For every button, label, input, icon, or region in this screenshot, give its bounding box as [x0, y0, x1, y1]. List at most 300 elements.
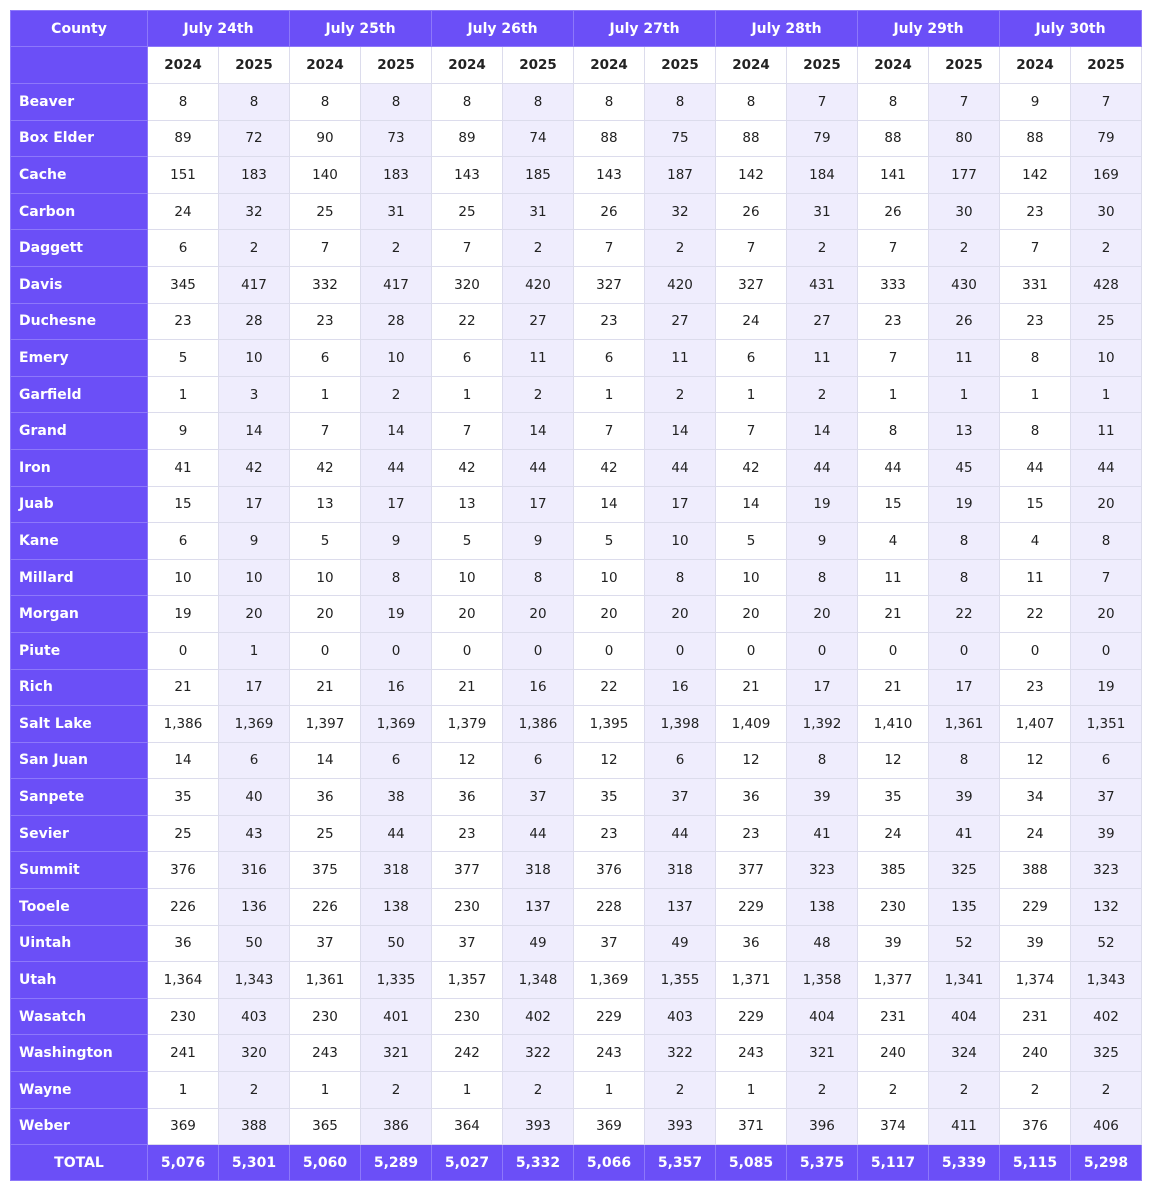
table-cell: 2 — [503, 230, 574, 267]
year-header-row — [11, 47, 1142, 84]
table-row — [11, 706, 1142, 743]
table-cell: 31 — [503, 193, 574, 230]
year-header-2025: 2025 — [219, 47, 290, 84]
table-cell: 44 — [1000, 449, 1071, 486]
table-cell: 13 — [929, 413, 1000, 450]
table-cell: 2 — [219, 230, 290, 267]
table-cell: 39 — [858, 925, 929, 962]
table-cell: 8 — [1000, 413, 1071, 450]
total-label: TOTAL — [11, 1145, 148, 1181]
table-cell: 5 — [290, 523, 361, 560]
table-cell: 6 — [645, 742, 716, 779]
table-cell: 1,348 — [503, 962, 574, 999]
table-cell: 4 — [1000, 523, 1071, 560]
table-cell: 13 — [290, 486, 361, 523]
table-cell: 1 — [290, 376, 361, 413]
table-cell: 365 — [290, 1108, 361, 1145]
table-cell: 20 — [574, 596, 645, 633]
table-cell: 1 — [1000, 376, 1071, 413]
table-cell: 377 — [716, 852, 787, 889]
table-cell: 2 — [645, 230, 716, 267]
table-cell: 323 — [1071, 852, 1142, 889]
table-row — [11, 376, 1142, 413]
table-cell: 21 — [858, 669, 929, 706]
table-cell: 371 — [716, 1108, 787, 1145]
table-cell: 8 — [1071, 523, 1142, 560]
table-cell: 1 — [929, 376, 1000, 413]
table-cell: 169 — [1071, 157, 1142, 194]
table-cell: 3 — [219, 376, 290, 413]
table-cell: 21 — [432, 669, 503, 706]
table-cell: 1,335 — [361, 962, 432, 999]
table-cell: 17 — [787, 669, 858, 706]
table-cell: 42 — [716, 449, 787, 486]
table-cell: 45 — [929, 449, 1000, 486]
county-header-spacer — [11, 47, 148, 84]
table-cell: 229 — [1000, 889, 1071, 926]
table-cell: 1,364 — [148, 962, 219, 999]
table-cell: 11 — [645, 340, 716, 377]
table-cell: 1,410 — [858, 706, 929, 743]
table-cell: 333 — [858, 266, 929, 303]
total-cell: 5,339 — [929, 1145, 1000, 1181]
total-cell: 5,115 — [1000, 1145, 1071, 1181]
table-cell: 11 — [858, 559, 929, 596]
table-cell: 9 — [148, 413, 219, 450]
table-cell: 1 — [1071, 376, 1142, 413]
year-header-2025: 2025 — [361, 47, 432, 84]
table-row — [11, 925, 1142, 962]
county-name: Garfield — [11, 376, 148, 413]
table-cell: 17 — [219, 669, 290, 706]
table-cell: 37 — [574, 925, 645, 962]
table-cell: 1 — [716, 1072, 787, 1109]
table-cell: 2 — [787, 1072, 858, 1109]
table-cell: 20 — [645, 596, 716, 633]
table-cell: 24 — [148, 193, 219, 230]
table-cell: 80 — [929, 120, 1000, 157]
table-cell: 151 — [148, 157, 219, 194]
table-cell: 417 — [219, 266, 290, 303]
table-cell: 21 — [148, 669, 219, 706]
total-cell: 5,357 — [645, 1145, 716, 1181]
table-cell: 37 — [645, 779, 716, 816]
table-cell: 52 — [929, 925, 1000, 962]
county-name: Davis — [11, 266, 148, 303]
table-cell: 327 — [716, 266, 787, 303]
table-cell: 140 — [290, 157, 361, 194]
table-cell: 401 — [361, 998, 432, 1035]
table-cell: 6 — [361, 742, 432, 779]
table-cell: 1,409 — [716, 706, 787, 743]
table-cell: 143 — [432, 157, 503, 194]
table-cell: 0 — [290, 632, 361, 669]
table-cell: 88 — [1000, 120, 1071, 157]
table-cell: 8 — [929, 742, 1000, 779]
table-cell: 15 — [1000, 486, 1071, 523]
table-cell: 72 — [219, 120, 290, 157]
table-cell: 229 — [574, 998, 645, 1035]
table-cell: 321 — [787, 1035, 858, 1072]
table-cell: 28 — [361, 303, 432, 340]
table-cell: 88 — [716, 120, 787, 157]
table-cell: 8 — [148, 84, 219, 121]
table-cell: 5 — [432, 523, 503, 560]
table-cell: 325 — [1071, 1035, 1142, 1072]
county-name: Salt Lake — [11, 706, 148, 743]
total-cell: 5,375 — [787, 1145, 858, 1181]
table-cell: 229 — [716, 998, 787, 1035]
table-cell: 44 — [1071, 449, 1142, 486]
table-cell: 24 — [858, 815, 929, 852]
table-row — [11, 523, 1142, 560]
table-cell: 44 — [361, 815, 432, 852]
table-row — [11, 779, 1142, 816]
table-row — [11, 449, 1142, 486]
table-cell: 88 — [858, 120, 929, 157]
table-cell: 177 — [929, 157, 1000, 194]
table-cell: 21 — [716, 669, 787, 706]
year-header-2024: 2024 — [858, 47, 929, 84]
table-cell: 8 — [858, 84, 929, 121]
table-cell: 19 — [1071, 669, 1142, 706]
table-cell: 35 — [858, 779, 929, 816]
table-cell: 1,371 — [716, 962, 787, 999]
table-cell: 2 — [361, 1072, 432, 1109]
table-cell: 377 — [432, 852, 503, 889]
table-cell: 8 — [787, 742, 858, 779]
table-cell: 1,407 — [1000, 706, 1071, 743]
county-column-header: County — [11, 11, 148, 47]
date-header: July 26th — [432, 11, 574, 47]
table-cell: 49 — [645, 925, 716, 962]
table-row — [11, 559, 1142, 596]
table-cell: 135 — [929, 889, 1000, 926]
table-row — [11, 742, 1142, 779]
table-cell: 23 — [574, 303, 645, 340]
table-cell: 8 — [858, 413, 929, 450]
table-cell: 4 — [858, 523, 929, 560]
county-name: Sanpete — [11, 779, 148, 816]
county-name: Iron — [11, 449, 148, 486]
table-cell: 37 — [1071, 779, 1142, 816]
table-cell: 44 — [503, 815, 574, 852]
table-cell: 36 — [716, 925, 787, 962]
table-cell: 142 — [716, 157, 787, 194]
table-cell: 39 — [929, 779, 1000, 816]
table-cell: 8 — [716, 84, 787, 121]
table-cell: 73 — [361, 120, 432, 157]
table-row — [11, 413, 1142, 450]
table-cell: 240 — [858, 1035, 929, 1072]
table-cell: 20 — [1071, 486, 1142, 523]
table-cell: 322 — [645, 1035, 716, 1072]
table-cell: 10 — [219, 340, 290, 377]
table-cell: 0 — [645, 632, 716, 669]
table-cell: 8 — [219, 84, 290, 121]
table-cell: 7 — [787, 84, 858, 121]
year-header-2024: 2024 — [432, 47, 503, 84]
year-header-2024: 2024 — [574, 47, 645, 84]
table-cell: 318 — [503, 852, 574, 889]
table-cell: 15 — [148, 486, 219, 523]
table-cell: 7 — [1071, 84, 1142, 121]
table-cell: 7 — [290, 230, 361, 267]
table-cell: 26 — [929, 303, 1000, 340]
table-row — [11, 193, 1142, 230]
table-cell: 23 — [432, 815, 503, 852]
table-cell: 0 — [361, 632, 432, 669]
table-cell: 37 — [503, 779, 574, 816]
table-cell: 385 — [858, 852, 929, 889]
table-row — [11, 303, 1142, 340]
table-cell: 79 — [787, 120, 858, 157]
table-cell: 14 — [503, 413, 574, 450]
table-cell: 38 — [361, 779, 432, 816]
table-cell: 14 — [645, 413, 716, 450]
table-cell: 318 — [361, 852, 432, 889]
table-cell: 36 — [432, 779, 503, 816]
table-cell: 36 — [148, 925, 219, 962]
table-cell: 20 — [219, 596, 290, 633]
county-name: Wayne — [11, 1072, 148, 1109]
table-cell: 1,369 — [219, 706, 290, 743]
total-cell: 5,298 — [1071, 1145, 1142, 1181]
county-data-table — [10, 10, 1142, 1181]
table-cell: 376 — [1000, 1108, 1071, 1145]
table-cell: 10 — [574, 559, 645, 596]
table-cell: 1 — [432, 1072, 503, 1109]
table-cell: 393 — [503, 1108, 574, 1145]
table-cell: 14 — [361, 413, 432, 450]
table-row — [11, 120, 1142, 157]
table-cell: 5 — [574, 523, 645, 560]
table-cell: 226 — [148, 889, 219, 926]
table-cell: 7 — [432, 413, 503, 450]
table-cell: 7 — [858, 230, 929, 267]
table-row — [11, 852, 1142, 889]
table-cell: 324 — [929, 1035, 1000, 1072]
table-cell: 240 — [1000, 1035, 1071, 1072]
table-cell: 1,397 — [290, 706, 361, 743]
table-cell: 6 — [219, 742, 290, 779]
total-cell: 5,085 — [716, 1145, 787, 1181]
table-cell: 1 — [219, 632, 290, 669]
table-cell: 12 — [716, 742, 787, 779]
table-cell: 89 — [432, 120, 503, 157]
table-cell: 230 — [148, 998, 219, 1035]
date-header: July 28th — [716, 11, 858, 47]
table-cell: 1 — [432, 376, 503, 413]
table-cell: 30 — [1071, 193, 1142, 230]
county-name: San Juan — [11, 742, 148, 779]
table-cell: 39 — [1071, 815, 1142, 852]
table-cell: 20 — [716, 596, 787, 633]
table-cell: 24 — [1000, 815, 1071, 852]
total-row — [11, 1145, 1142, 1181]
table-cell: 5 — [716, 523, 787, 560]
table-cell: 17 — [503, 486, 574, 523]
table-cell: 6 — [148, 523, 219, 560]
table-cell: 19 — [787, 486, 858, 523]
table-cell: 1,361 — [290, 962, 361, 999]
table-cell: 403 — [645, 998, 716, 1035]
date-header: July 25th — [290, 11, 432, 47]
table-cell: 26 — [574, 193, 645, 230]
table-cell: 7 — [290, 413, 361, 450]
table-cell: 79 — [1071, 120, 1142, 157]
table-cell: 230 — [858, 889, 929, 926]
county-name: Morgan — [11, 596, 148, 633]
table-cell: 320 — [219, 1035, 290, 1072]
table-cell: 1,386 — [503, 706, 574, 743]
table-cell: 0 — [858, 632, 929, 669]
table-row — [11, 230, 1142, 267]
county-name: Rich — [11, 669, 148, 706]
table-cell: 41 — [929, 815, 1000, 852]
table-cell: 12 — [858, 742, 929, 779]
table-cell: 417 — [361, 266, 432, 303]
table-cell: 1,379 — [432, 706, 503, 743]
table-cell: 402 — [503, 998, 574, 1035]
table-cell: 42 — [574, 449, 645, 486]
table-cell: 14 — [716, 486, 787, 523]
table-cell: 20 — [432, 596, 503, 633]
table-cell: 1,377 — [858, 962, 929, 999]
table-cell: 44 — [787, 449, 858, 486]
table-row — [11, 266, 1142, 303]
table-cell: 132 — [1071, 889, 1142, 926]
table-cell: 430 — [929, 266, 1000, 303]
year-header-2025: 2025 — [929, 47, 1000, 84]
table-row — [11, 669, 1142, 706]
table-cell: 9 — [503, 523, 574, 560]
table-cell: 1,386 — [148, 706, 219, 743]
county-name: Emery — [11, 340, 148, 377]
table-cell: 230 — [432, 998, 503, 1035]
year-header-2025: 2025 — [1071, 47, 1142, 84]
table-cell: 2 — [787, 376, 858, 413]
table-cell: 2 — [503, 1072, 574, 1109]
table-cell: 23 — [858, 303, 929, 340]
table-cell: 404 — [929, 998, 1000, 1035]
table-cell: 11 — [1071, 413, 1142, 450]
table-cell: 243 — [716, 1035, 787, 1072]
date-header: July 29th — [858, 11, 1000, 47]
table-cell: 2 — [1071, 230, 1142, 267]
table-cell: 37 — [432, 925, 503, 962]
table-cell: 52 — [1071, 925, 1142, 962]
table-cell: 242 — [432, 1035, 503, 1072]
table-cell: 25 — [432, 193, 503, 230]
table-row — [11, 157, 1142, 194]
table-cell: 42 — [290, 449, 361, 486]
county-name: Sevier — [11, 815, 148, 852]
table-cell: 0 — [503, 632, 574, 669]
table-cell: 24 — [716, 303, 787, 340]
table-cell: 231 — [858, 998, 929, 1035]
table-row — [11, 1072, 1142, 1109]
table-cell: 322 — [503, 1035, 574, 1072]
table-cell: 75 — [645, 120, 716, 157]
county-name: Tooele — [11, 889, 148, 926]
table-cell: 13 — [432, 486, 503, 523]
table-cell: 23 — [716, 815, 787, 852]
table-cell: 27 — [503, 303, 574, 340]
table-cell: 74 — [503, 120, 574, 157]
table-cell: 1 — [148, 376, 219, 413]
table-cell: 10 — [148, 559, 219, 596]
table-cell: 10 — [716, 559, 787, 596]
table-cell: 17 — [361, 486, 432, 523]
table-cell: 36 — [716, 779, 787, 816]
table-row — [11, 1035, 1142, 1072]
table-cell: 402 — [1071, 998, 1142, 1035]
table-cell: 404 — [787, 998, 858, 1035]
table-cell: 23 — [574, 815, 645, 852]
table-cell: 23 — [1000, 303, 1071, 340]
table-cell: 21 — [290, 669, 361, 706]
county-name: Piute — [11, 632, 148, 669]
table-row — [11, 998, 1142, 1035]
table-cell: 48 — [787, 925, 858, 962]
table-cell: 25 — [1071, 303, 1142, 340]
table-cell: 325 — [929, 852, 1000, 889]
table-cell: 23 — [148, 303, 219, 340]
table-cell: 1 — [574, 1072, 645, 1109]
table-cell: 17 — [219, 486, 290, 523]
table-cell: 50 — [219, 925, 290, 962]
table-cell: 20 — [290, 596, 361, 633]
table-cell: 22 — [1000, 596, 1071, 633]
table-cell: 420 — [645, 266, 716, 303]
table-cell: 369 — [574, 1108, 645, 1145]
table-cell: 44 — [858, 449, 929, 486]
table-cell: 2 — [1000, 1072, 1071, 1109]
year-header-2024: 2024 — [290, 47, 361, 84]
table-cell: 231 — [1000, 998, 1071, 1035]
table-cell: 19 — [361, 596, 432, 633]
table-cell: 35 — [148, 779, 219, 816]
table-cell: 14 — [787, 413, 858, 450]
table-cell: 8 — [503, 559, 574, 596]
table-cell: 1,392 — [787, 706, 858, 743]
table-cell: 39 — [1000, 925, 1071, 962]
table-cell: 25 — [148, 815, 219, 852]
table-cell: 386 — [361, 1108, 432, 1145]
table-cell: 7 — [574, 230, 645, 267]
table-cell: 10 — [219, 559, 290, 596]
date-header: July 27th — [574, 11, 716, 47]
total-cell: 5,117 — [858, 1145, 929, 1181]
table-cell: 137 — [645, 889, 716, 926]
table-cell: 14 — [219, 413, 290, 450]
table-cell: 7 — [574, 413, 645, 450]
table-cell: 32 — [645, 193, 716, 230]
table-cell: 6 — [148, 230, 219, 267]
table-cell: 22 — [574, 669, 645, 706]
table-cell: 9 — [361, 523, 432, 560]
total-cell: 5,027 — [432, 1145, 503, 1181]
county-name: Summit — [11, 852, 148, 889]
total-cell: 5,066 — [574, 1145, 645, 1181]
table-cell: 32 — [219, 193, 290, 230]
table-cell: 27 — [787, 303, 858, 340]
table-cell: 23 — [1000, 669, 1071, 706]
table-cell: 43 — [219, 815, 290, 852]
table-cell: 10 — [1071, 340, 1142, 377]
year-header-2025: 2025 — [503, 47, 574, 84]
